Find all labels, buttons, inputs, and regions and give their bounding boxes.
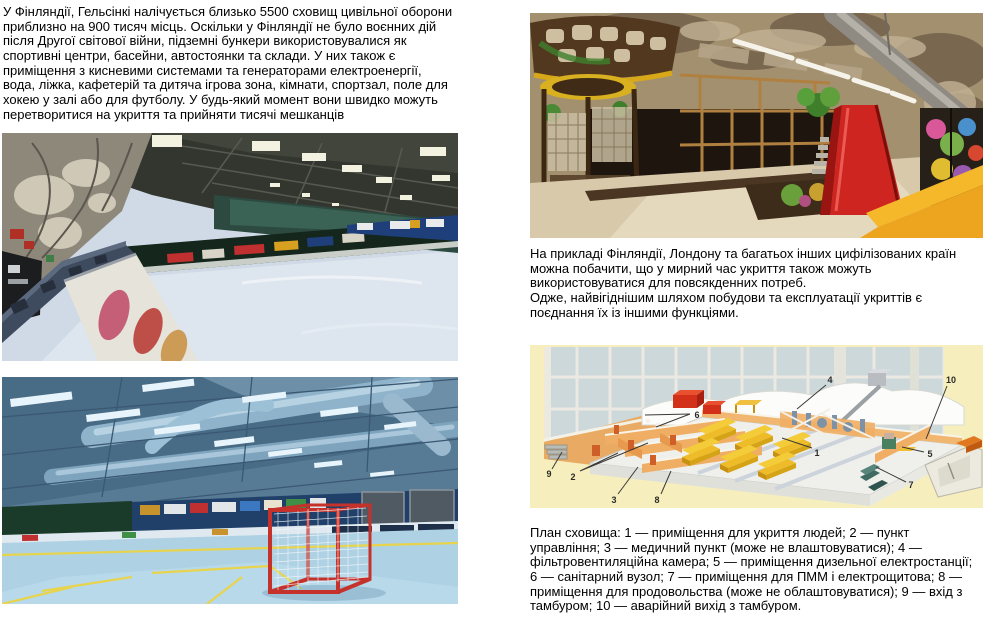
diagram-label-9: 9 [546, 469, 552, 479]
diagram-label-7: 7 [908, 480, 914, 490]
shelter-plan-illustration [530, 345, 983, 508]
photo-indoor-sports-hall [2, 377, 458, 604]
diagram-label-3: 3 [611, 495, 617, 505]
shelter-plan-caption: План сховища: 1 — приміщення для укриття людей; 2 — пункт управління; 3 — медичний пункт (може не влаштовуватися); 4 — фільтровентиляційна камера; 5 — приміщення дизельної електростанції; 6 — санітарний вузол; 7 — приміщення для ПММ і електрощитова; 8 — приміщення для продовольства (може не облаштовуватися); 9 — вхід з тамбуром; 10 — аварійний вихід з тамбуром. [530, 525, 973, 614]
diagram-label-5: 5 [927, 449, 933, 459]
photo-underground-playground [530, 13, 983, 238]
ice-rink-illustration [2, 133, 458, 361]
diagram-label-1: 1 [814, 448, 820, 458]
sports-hall-illustration [2, 377, 458, 604]
photo-underground-ice-rink [2, 133, 458, 361]
diagram-label-4: 4 [827, 375, 833, 385]
intro-paragraph: У Фінляндії, Гельсінкі налічується близько 5500 сховищ цивільної оборони приблизно на 900 тисяч місць. Оскільки у Фінляндії не було воєнних дій після Другої світової війни, підземні бункери використовувалися як спортивні центри, басейни, автостоянки та склади. У них також є приміщення з кисневими системами та генераторами електроенергії, вода, ліжка, кафетерій та дитяча ігрова зона, кімнати, спортзал, поле для хокею у залі або для футболу. У будь-який момент вони швидко можуть перетворитися на укриття та прийняти тисячі мешканців [3, 4, 453, 122]
diagram-label-8: 8 [654, 495, 660, 505]
diagram-label-10: 10 [945, 375, 957, 385]
conclusion-paragraph: Одже, найвігіднішим шляхом побудови та експлуатації укриттів є поєднання їх із іншими функціями. [530, 290, 923, 320]
diagram-label-2: 2 [570, 472, 576, 482]
shelter-plan-diagram [530, 345, 983, 508]
playground-illustration [530, 13, 983, 238]
examples-paragraph: На прикладі Фінляндії, Лондону та багатьох інших цифілізованих країн можна побачити, що у мирний час укриття також можуть використовуватися для повсякденних потреб. [530, 246, 957, 291]
diagram-label-6: 6 [694, 410, 700, 420]
